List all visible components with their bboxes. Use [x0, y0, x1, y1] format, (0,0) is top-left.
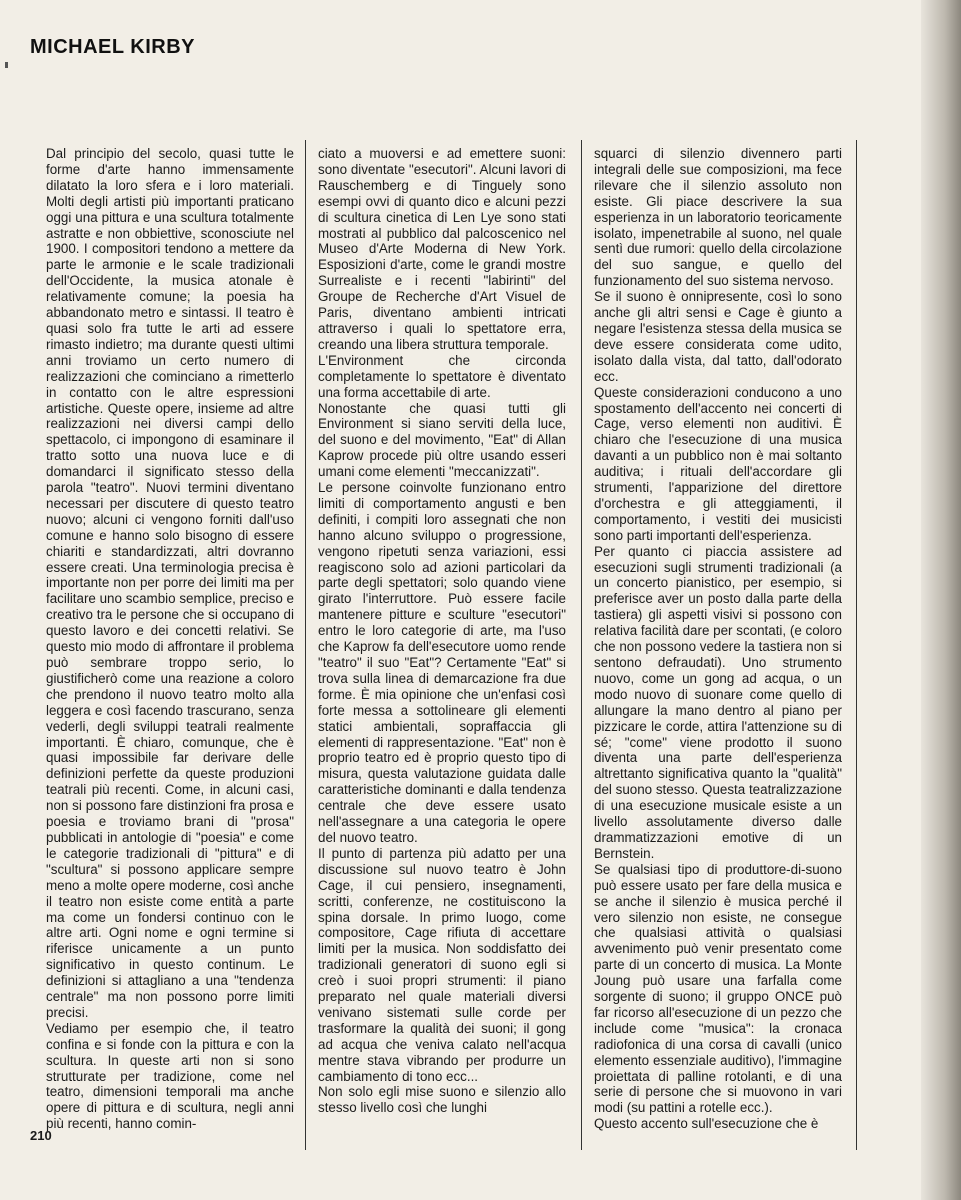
- paragraph: Il punto di partenza più adatto per una discussione sul nuovo teatro è John Cage, il cui pensiero, insegnamenti, scritti, conferenze, ne costituiscono la spina dorsale. In primo luogo, come compositore, Cage rifiuta di accettare limiti per la musica. Non soddisfatto dei tradizionali generatori di suono egli si creò i suoi propri strumenti: il piano preparato nel quale materiali diversi venivano sistemati sulle corde per trasformare la qualità dei suoni; il gong ad acqua che veniva calato nell'acqua mentre stava vibrando per produrre un cambiamento di tono ecc...: [318, 845, 566, 1084]
- paragraph: Non solo egli mise suono e silenzio allo stesso livello così che lunghi: [318, 1084, 566, 1116]
- author-heading: MICHAEL KIRBY: [30, 36, 196, 58]
- text-column-1: [46, 146, 294, 1132]
- column-divider: [856, 140, 857, 1150]
- paragraph: Per quanto ci piaccia assistere ad esecuzioni sugli strumenti tradizionali (a un concerto pianistico, per esempio, si preferisce aver un posto dalla parte della tastiera) gli aspetti visivi si possono con relativa facilità dare per scontati, (e coloro che non possono vedere la tastiera non si sentono defraudati). Uno strumento nuovo, come un gong ad acqua, o un modo nuovo di suonare come quello di allungare la mano dentro al piano per pizzicare le corde, attira l'attenzione su di sé; "come" viene prodotto il suono diventa una parte dell'esperienza altrettanto significativa quanto la "qualità" del suono stesso. Questa teatralizzazione di una esecuzione musicale esiste a un livello assolutamente diverso dalle drammatizzazioni emotive di un Bernstein.: [594, 543, 842, 861]
- paragraph: Se qualsiasi tipo di produttore-di-suono può essere usato per fare della musica e se anche il silenzio è musica perché il vero silenzio non esiste, ne consegue che qualsiasi attività o qualsiasi avvenimento può venir presentato come parte di un concerto di musica. La Monte Joung può usare una farfalla come sorgente di suono; il gruppo ONCE può far ricorso all'esecuzione di un pezzo che include come "musica": la cronaca radiofonica di una corsa di cavalli (unico elemento essenziale auditivo), l'immagine proiettata di palline rotolanti, e di una serie di persone che si muovono in vari modi (su pattini a rotelle ecc.).: [594, 861, 842, 1116]
- column-divider: [305, 140, 306, 1150]
- page-number: 210: [30, 1128, 52, 1143]
- paragraph: squarci di silenzio divennero parti integrali delle sue composizioni, ma fece rilevare che il silenzio assoluto non esiste. Gli piace descrivere la sua esperienza in un laboratorio teoricamente isolato, impenetrabile al suono, nel quale sentì due rumori: quello della circolazione del suo sangue, e quello del funzionamento del suo sistema nervoso.: [594, 146, 842, 289]
- paragraph: Le persone coinvolte funzionano entro limiti di comportamento angusti e ben definiti, i compiti loro assegnati che non hanno alcuno sviluppo o progressione, vengono ripetuti senza variazioni, essi reagiscono solo ad azioni particolari da parte degli spettatori; solo quando viene girato l'interruttore. Può essere facile mantenere pitture e sculture "esecutori" entro le loro categorie di arte, ma l'uso che Kaprow fa dell'esecutore uomo rende "teatro" il suo "Eat"? Certamente "Eat" si trova sulla linea di demarcazione fra due forme. È mia opinione che un'enfasi così forte messa a sottolineare gli elementi statici ambientali, sopraffaccia gli elementi di rappresentazione. "Eat" non è proprio teatro ed è proprio questo tipo di misura, questa valutazione guidata dalle caratteristiche dominanti e dalla tendenza centrale che deve essere usato nell'assegnare a una categoria le opere del nuovo teatro.: [318, 480, 566, 845]
- text-column-2: [318, 146, 566, 1116]
- text-column-3: [594, 146, 842, 1132]
- paragraph: L'Environment che circonda completamente lo spettatore è diventato una forma accettabile di arte.: [318, 352, 566, 400]
- paragraph: Nonostante che quasi tutti gli Environment si siano serviti della luce, del suono e del movimento, "Eat" di Allan Kaprow procede più oltre usando esseri umani come elementi "meccanizzati".: [318, 400, 566, 480]
- paragraph: Questo accento sull'esecuzione che è: [594, 1116, 819, 1132]
- column-divider: [581, 140, 582, 1150]
- paragraph: Queste considerazioni conducono a uno spostamento dell'accento nei concerti di Cage, verso elementi non auditivi. È chiaro che l'esecuzione di una musica davanti a un pubblico non è mai soltanto auditiva; i rituali dell'accordare gli strumenti, l'apparizione del direttore d'orchestra e gli atteggiamenti, il comportamento, i vestiti dei musicisti sono parti importanti dell'esperienza.: [594, 384, 842, 543]
- paragraph: Dal principio del secolo, quasi tutte le forme d'arte hanno immensamente dilatato la loro sfera e i loro materiali. Molti degli artisti più importanti praticano oggi una pittura e una scultura totalmente astratte e non obbiettive, sconosciute nel 1900. I compositori tendono a mettere da parte le armonie e le scale tradizionali dell'Occidente, la musica atonale è relativamente comune; la poesia ha abbandonato metro e sintassi. Il teatro è quasi solo fra tutte le arti ad essere rimasto indietro; ma durante questi ultimi anni troviamo un certo numero di realizzazioni che cominciano a rimetterlo in contatto con le altre espressioni artistiche. Queste opere, insieme ad altre realizzazioni nei diversi campi dello spettacolo, ci impongono di esaminare il tratto sotto una nuova luce e di domandarci il significato stesso della parola "teatro". Nuovi termini diventano necessari per discutere di questo teatro nuovo; alcuni ci vengono forniti dall'uso comune e hanno solo bisogno di essere chiariti e standardizzati, altri dovranno essere creati. Una terminologia precisa è importante non per porre dei limiti ma per facilitare uno scambio semplice, preciso e creativo tra le persone che si occupano di questo lavoro e dei concetti relativi. Se questo mio modo di affrontare il problema può sembrare troppo serio, lo giustificherò come una reazione a coloro che prendono il nuovo teatro molto alla leggera e così facendo trascurano, senza vederli, degli sviluppi teatrali realmente importanti. È chiaro, comunque, che è quasi impossibile far derivare delle definizioni perfette da queste produzioni teatrali più recenti. Come, in alcuni casi, non si possono fare distinzioni fra prosa e poesia e troviamo brani di "prosa" pubblicati in antologie di "poesia" e come le categorie tradizionali di "pittura" e di "scultura" si possono applicare sempre meno a molte opere moderne, così anche il teatro non esiste come entità a parte ma come un fondersi continuo con le altre arti. Ogni nome e ogni termine si riferisce unicamente a un punto significativo in questo continum. Le definizioni si attagliano a una "tendenza centrale" ma non possono porre limiti precisi.: [46, 146, 294, 1020]
- paragraph: Vediamo per esempio che, il teatro confina e si fonde con la pittura e con la scultura. In queste arti non si sono strutturate per tradizione, come nel teatro, dimensioni temporali ma anche opere di pittura e di scultura, negli anni più recenti, hanno comin-: [46, 1020, 294, 1132]
- page-edge-shadow: [921, 0, 961, 1200]
- paragraph: Se il suono è onnipresente, così lo sono anche gli altri sensi e Cage è giunto a negare l'esistenza stessa della musica se deve essere considerata come udito, isolato dalla vista, dal tatto, dall'odorato ecc.: [594, 289, 842, 384]
- scan-mark: [5, 62, 8, 68]
- paragraph: ciato a muoversi e ad emettere suoni: sono diventate "esecutori". Alcuni lavori di Rauschemberg e di Tinguely sono esempi ovvi di quanto dico e alcuni pezzi di scultura cinetica di Len Lye sono stati mostrati al pubblico dal palcoscenico nel Museo d'Arte Moderna di New York. Esposizioni d'arte, come le grandi mostre Surrealiste e i recenti "labirinti" del Groupe de Recherche d'Art Visuel de Paris, diventano ambienti intricati attraverso i quali lo spettatore erra, creando una libera struttura temporale.: [318, 146, 566, 352]
